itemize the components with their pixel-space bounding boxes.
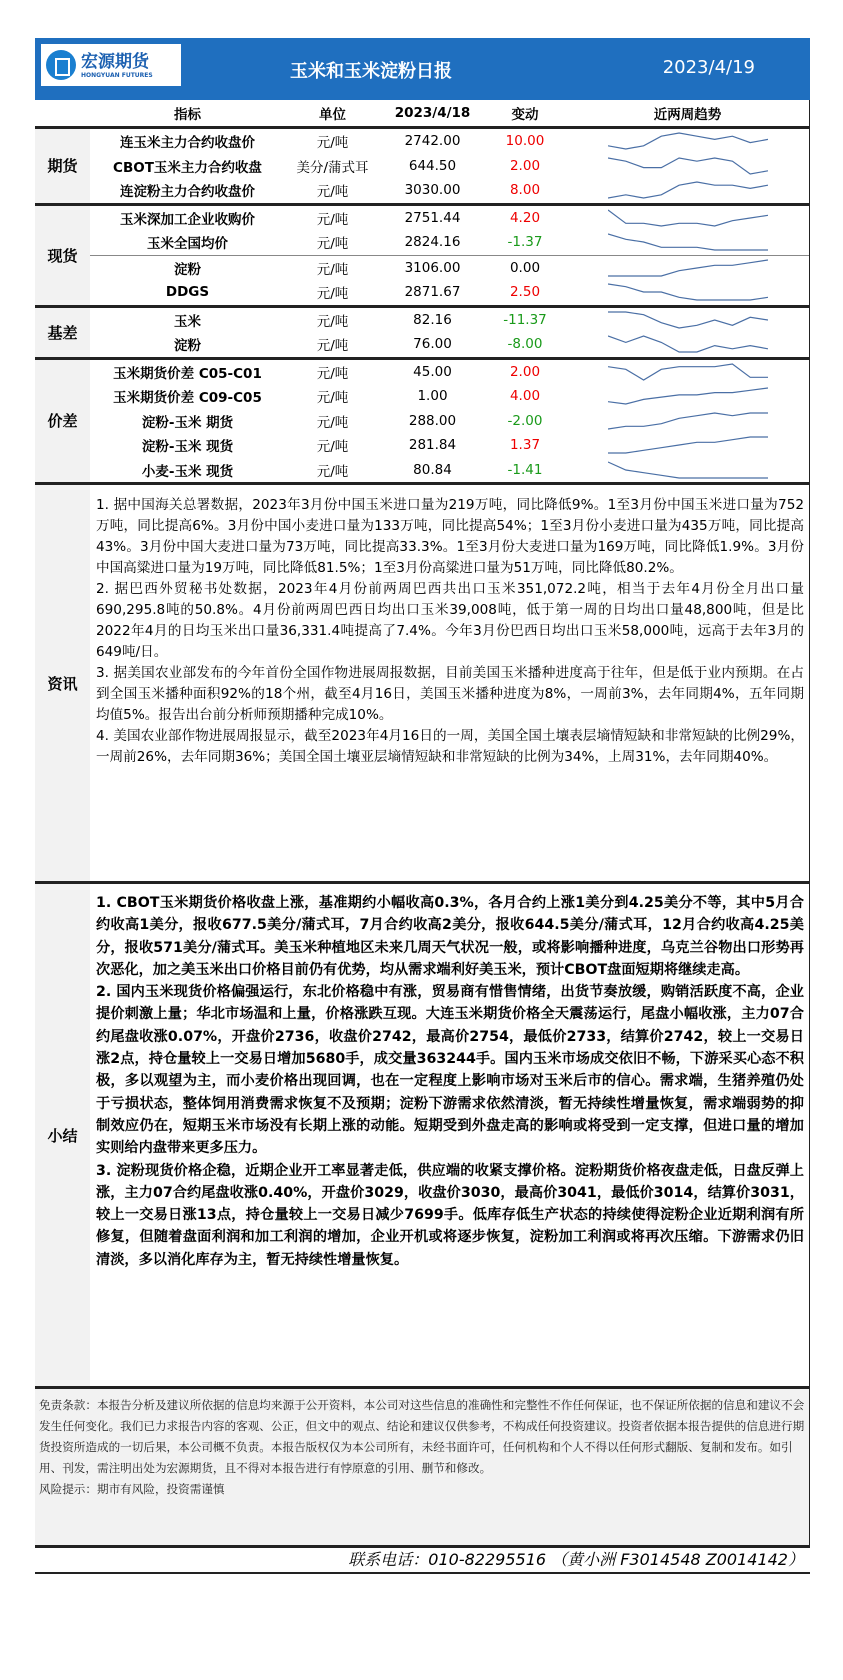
indicator-name: DDGS	[165, 284, 210, 301]
summary-paragraph: 1. CBOT玉米期货价格收盘上涨，基准期约小幅收高0.3%，各月合约上涨1美分到4.25美分不等，其中5月合约收高1美分，报收677.5美分/蒲式耳，7月合约收高2美分，报收644.5美分/蒲式耳，12月合约收高4.25美分，报收571美分/蒲式耳。美玉米种植地区未来几周天气状况一般，或将影响播种进度，乌克兰谷物出口形势再次恶化，加之美玉米出口价格目前仍有优势，均从需求端利好美玉米，预计CBOT盘面短期将继续走高。	[96, 895, 804, 978]
trend-sparkline	[608, 208, 768, 228]
trend-sparkline	[608, 411, 768, 431]
change: 2.00	[485, 358, 565, 384]
unit: 元/吨	[316, 135, 349, 152]
value: 281.84	[408, 437, 457, 454]
indicator-name: 玉米全国均价	[147, 236, 228, 253]
indicator-name: 淀粉	[90, 255, 285, 280]
change: 2.00	[509, 157, 541, 174]
col-unit: 单位	[285, 100, 380, 128]
unit: 元/吨	[285, 204, 380, 230]
trend-sparkline	[608, 460, 768, 480]
change: -1.41	[507, 461, 543, 478]
report-title: 玉米和玉米淀粉日报	[290, 61, 452, 82]
news-paragraph: 3. 据美国农业部发布的今年首份全国作物进展周报数据，目前美国玉米播种进度高于往年，但是低于业内预期。在占到全国玉米播种面积92%的18个州，截至4月16日，美国玉米播种进度为8%，一周前3%，去年同期4%，五年同期均值5%。报告出台前分析师预期播种完成10%。	[96, 665, 804, 723]
trend-sparkline	[608, 282, 768, 302]
value: 1.00	[417, 388, 448, 405]
trend-sparkline	[608, 258, 768, 278]
change: -2.00	[507, 412, 543, 429]
trend-line	[608, 462, 768, 478]
trend-sparkline	[608, 386, 768, 406]
col-change: 变动	[485, 100, 565, 128]
unit: 美分/蒲式耳	[296, 159, 369, 176]
indicator-name: 连玉米主力合约收盘价	[120, 135, 255, 152]
trend-line	[608, 182, 768, 198]
indicator-name: 玉米	[90, 306, 285, 332]
news-paragraph: 2. 据巴西外贸秘书处数据，2023年4月份前两周巴西共出口玉米351,072.2吨，相当于去年4月份全月出口量690,295.8吨的50.8%。4月份前两周巴西日均出口玉米39,008吨，低于第一周的日均出口量48,800吨，但是比2022年4月的日均玉米出口量36,331.4吨提高了7.4%。今年3月份巴西日均出口玉米58,000吨，远高于去年3月的649吨/日。	[96, 581, 804, 660]
change: 8.00	[509, 182, 541, 199]
trend-line	[608, 158, 768, 174]
table-row	[35, 128, 810, 154]
value: 644.50	[408, 157, 457, 174]
indicator-name: 连淀粉主力合约收盘价	[120, 184, 255, 201]
unit: 元/吨	[316, 439, 349, 456]
table-row	[35, 358, 810, 384]
value: 288.00	[408, 412, 457, 429]
col-indicator: 指标	[90, 100, 285, 128]
news-paragraph: 4. 美国农业部作物进展周报显示，截至2023年4月16日的一周，美国全国土壤表层墒情短缺和非常短缺的比例29%，一周前26%，去年同期36%；美国全国土壤亚层墒情短缺和非常短缺的比例为34%，上周31%，去年同期40%。	[96, 728, 804, 765]
trend-line	[608, 260, 768, 276]
indicator-name: CBOT玉米主力合约收盘	[113, 159, 262, 176]
unit: 元/吨	[316, 236, 349, 253]
trend-line	[608, 312, 768, 328]
change: 10.00	[505, 133, 545, 150]
change: 4.20	[485, 204, 565, 230]
value: 2751.44	[380, 204, 485, 230]
unit: 元/吨	[316, 338, 349, 355]
trend-line	[608, 210, 768, 226]
change: 2.50	[509, 284, 541, 301]
section-label: 期货	[35, 128, 90, 205]
table-row	[35, 230, 810, 255]
value: 3106.00	[380, 255, 485, 280]
trend-line	[608, 364, 768, 380]
trend-sparkline	[608, 156, 768, 176]
summary-paragraph: 3. 淀粉现货价格企稳，近期企业开工率显著走低，供应端的收紧支撑价格。淀粉期货价格夜盘走低，日盘反弹上涨，主力07合约尾盘收涨0.40%，开盘价3029，收盘价3030，最高价3041，最低价3014，结算价3031，较上一交易日涨13点，持仓量较上一交易日减少7699手。低库存低生产状态的持续使得淀粉企业近期利润有所修复，但随着盘面利润和加工利润的增加，企业开机或将逐步恢复，淀粉加工利润或将再次压缩。下游需求仍旧清淡，多以消化库存为主，暂无持续性增量恢复。	[96, 1162, 804, 1268]
summary-paragraph: 2. 国内玉米现货价格偏强运行，东北价格稳中有涨，贸易商有惜售情绪，出货节奏放缓，购销活跃度不高，企业提价刺激上量；华北市场温和上量，价格涨跌互现。大连玉米期货价格全天震荡运行，尾盘小幅收涨，主力07合约尾盘收涨0.07%，开盘价2736，收盘价2742，最高价2754，最低价2733，结算价2742，较上一交易日涨2点，持仓量较上一交易日增加5680手，成交量363244手。国内玉米市场成交依旧不畅，下游采买心态不积极，多以观望为主，而小麦价格出现回调，也在一定程度上影响市场对玉米后市的信心。需求端，生猪养殖仍处于亏损状态，整体饲用消费需求恢复不及预期；淀粉下游需求依然清淡，暂无持续性增量恢复，需求端弱势的抑制效应仍在，短期玉米市场没有长期上涨的动能。短期受到外盘走高的影响或将受到一定支撑，但进口量的增加实则给内盘带来更多压力。	[96, 984, 804, 1157]
trend-line	[608, 234, 768, 250]
value: 2742.00	[404, 133, 461, 150]
unit: 元/吨	[285, 306, 380, 332]
unit: 元/吨	[316, 390, 349, 407]
indicator-name: 玉米期货价差 C09-C05	[113, 390, 262, 407]
trend-line	[608, 336, 768, 352]
news-section	[35, 482, 810, 881]
trend-line	[608, 388, 768, 404]
trend-sparkline	[608, 334, 768, 354]
change: 4.00	[509, 388, 541, 405]
table-row	[35, 178, 810, 204]
value: 2824.16	[404, 234, 461, 251]
logo-cn: 宏源期货	[81, 51, 149, 72]
table-row	[35, 204, 810, 230]
trend-sparkline	[608, 180, 768, 200]
logo-en: HONGYUAN FUTURES	[81, 71, 153, 79]
unit: 元/吨	[316, 463, 349, 480]
risk-notice: 风险提示：期市有风险，投资需谨慎	[39, 1482, 225, 1496]
value: 45.00	[380, 358, 485, 384]
change: 1.37	[509, 437, 541, 454]
change: 0.00	[485, 255, 565, 280]
company-logo	[41, 44, 181, 86]
section-label: 现货	[35, 204, 90, 306]
indicator-table	[35, 100, 810, 482]
section-label: 价差	[35, 358, 90, 482]
table-row	[35, 154, 810, 179]
indicator-name: 玉米期货价差 C05-C01	[90, 358, 285, 384]
unit: 元/吨	[285, 255, 380, 280]
unit: 元/吨	[285, 358, 380, 384]
summary-label: 小结	[35, 884, 90, 1386]
disclaimer-section	[35, 1386, 810, 1545]
value: 76.00	[413, 336, 452, 353]
change: -8.00	[507, 336, 543, 353]
trend-line	[608, 133, 768, 149]
section-label: 基差	[35, 306, 90, 358]
value: 3030.00	[404, 182, 461, 199]
table-row	[35, 332, 810, 358]
value: 82.16	[380, 306, 485, 332]
col-date: 2023/4/18	[380, 100, 485, 128]
indicator-name: 淀粉-玉米 现货	[141, 439, 234, 456]
col-trend: 近两周趋势	[565, 100, 810, 128]
report-date: 2023/4/19	[662, 57, 755, 78]
table-row	[35, 409, 810, 434]
news-paragraph: 1. 据中国海关总署数据，2023年3月份中国玉米进口量为219万吨，同比降低9%。1至3月份中国玉米进口量为752万吨，同比提高6%。3月份中国小麦进口量为133万吨，同比提高54%；1至3月份小麦进口量为435万吨，同比提高43%。3月份中国大麦进口量为73万吨，同比提高33.3%。1至3月份大麦进口量为169万吨，同比降低1.9%。3月份中国高粱进口量为19万吨，同比降低81.5%；1至3月份高粱进口量为51万吨，同比降低80.2%。	[96, 497, 804, 576]
indicator-name: 淀粉-玉米 期货	[141, 414, 234, 431]
indicator-name: 淀粉	[174, 338, 201, 355]
change: -1.37	[507, 234, 543, 251]
logo-icon	[46, 50, 76, 80]
summary-section	[35, 881, 810, 1386]
trend-sparkline	[608, 362, 768, 382]
table-row	[35, 280, 810, 306]
unit: 元/吨	[316, 286, 349, 303]
trend-line	[608, 284, 768, 300]
unit: 元/吨	[316, 184, 349, 201]
trend-sparkline	[608, 131, 768, 151]
change: -11.37	[485, 306, 565, 332]
table-row	[35, 255, 810, 280]
trend-sparkline	[608, 310, 768, 330]
trend-line	[608, 413, 768, 429]
unit: 元/吨	[316, 414, 349, 431]
trend-sparkline	[608, 435, 768, 455]
table-row	[35, 458, 810, 483]
value: 80.84	[413, 461, 452, 478]
indicator-name: 小麦-玉米 现货	[141, 463, 234, 480]
trend-sparkline	[608, 232, 768, 252]
table-row	[35, 306, 810, 332]
value: 2871.67	[404, 284, 461, 301]
trend-line	[608, 437, 768, 453]
contact-info: 联系电话：010-82295516 （黄小洲 F3014548 Z0014142）	[35, 1545, 810, 1574]
table-row	[35, 384, 810, 409]
news-label: 资讯	[35, 485, 90, 881]
disclaimer-text: 免责条款：本报告分析及建议所依据的信息均来源于公开资料，本公司对这些信息的准确性和完整性不作任何保证，也不保证所依据的信息和建议不会发生任何变化。我们已力求报告内容的客观、公正，但文中的观点、结论和建议仅供参考，不构成任何投资建议。投资者依据本报告提供的信息进行期货投资所造成的一切后果，本公司概不负责。本报告版权仅为本公司所有，未经书面许可，任何机构和个人不得以任何形式翻版、复制和发布。如引用、刊发，需注明出处为宏源期货，且不得对本报告进行有悖原意的引用、删节和修改。	[39, 1398, 805, 1475]
table-row	[35, 433, 810, 458]
indicator-name: 玉米深加工企业收购价	[90, 204, 285, 230]
report-header	[35, 38, 810, 100]
